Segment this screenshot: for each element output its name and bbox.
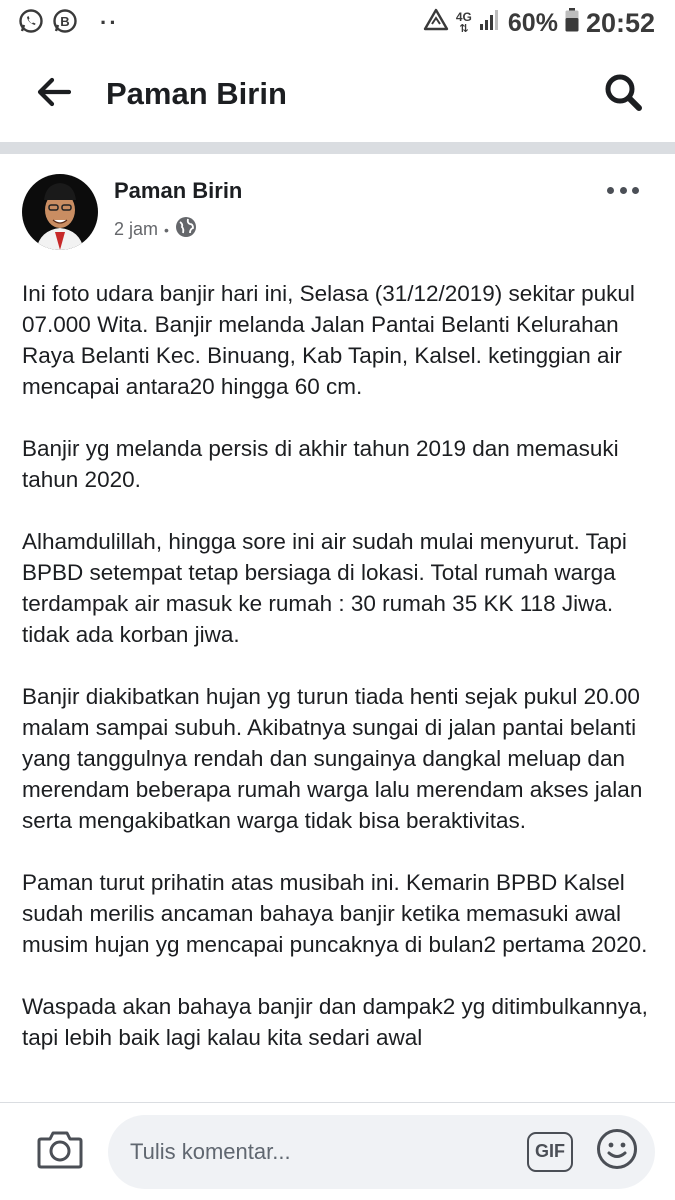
emoji-icon (596, 1128, 638, 1175)
emoji-button[interactable] (595, 1130, 639, 1174)
post-paragraph: Paman turut prihatin atas musibah ini. Kemarin BPBD Kalsel sudah merilis ancaman bahaya banjir ketika memasuki awal musim hujan yg mencapai puncaknya di bulan2 pertama 2020. (22, 870, 648, 957)
data-saver-icon (423, 8, 449, 39)
bbm-icon (52, 8, 78, 39)
post-paragraph: Waspada akan bahaya banjir dan dampak2 yg ditimbulkannya, tapi lebih baik lagi kalau kita sedari awal (22, 994, 648, 1050)
more-dot (607, 187, 614, 194)
post-header (0, 154, 675, 258)
search-button[interactable] (599, 70, 647, 118)
status-bar-right (423, 8, 655, 39)
more-dot (632, 187, 639, 194)
network-arrows-icon: ⇅ (459, 23, 469, 35)
camera-button[interactable] (36, 1128, 84, 1176)
comment-input-container[interactable] (108, 1115, 655, 1189)
more-options-button[interactable] (607, 182, 639, 198)
author-block (114, 174, 242, 258)
network-type (456, 11, 472, 35)
battery-icon (565, 8, 579, 39)
status-bar (0, 0, 675, 46)
camera-icon (37, 1129, 83, 1174)
battery-percent: 60% (507, 8, 558, 37)
gif-icon[interactable]: GIF (527, 1132, 573, 1172)
comment-bar (0, 1102, 675, 1200)
search-icon (603, 72, 643, 117)
avatar-image (22, 174, 98, 250)
signal-icon (479, 8, 501, 39)
svg-text:B: B (60, 13, 70, 29)
post-meta (114, 216, 242, 243)
post-time[interactable]: 2 jam (114, 219, 159, 239)
whatsapp-icon (18, 8, 44, 39)
avatar[interactable] (22, 174, 98, 250)
clock: 20:52 (585, 7, 655, 38)
app-bar (0, 46, 675, 142)
post-paragraph: Alhamdulillah, hingga sore ini air sudah mulai menyurut. Tapi BPBD setempat tetap bersiaga di lokasi. Total rumah warga terdampak air masuk ke rumah : 30 rumah 35 KK 118 Jiwa. tidak ada korban jiwa. (22, 529, 627, 647)
meta-separator: • (164, 221, 169, 238)
status-bar-left (18, 8, 119, 39)
author-name[interactable]: Paman Birin (114, 178, 243, 203)
globe-icon (175, 216, 197, 243)
post-body (0, 258, 675, 1053)
back-arrow-icon (37, 77, 71, 112)
page-title: Paman Birin (106, 76, 287, 111)
post (0, 154, 675, 1102)
header-divider (0, 142, 675, 154)
back-button[interactable] (34, 74, 74, 114)
post-paragraph: Ini foto udara banjir hari ini, Selasa (31/12/2019) sekitar pukul 07.000 Wita. Banjir melanda Jalan Pantai Belanti Kelurahan Raya Belanti Kec. Binuang, Kab Tapin, Kalsel. ketinggian air mencapai antara20 hingga 60 cm. (22, 281, 635, 399)
network-label: 4G (455, 10, 472, 24)
post-paragraph: Banjir yg melanda persis di akhir tahun 2019 dan memasuki tahun 2020. (22, 436, 619, 492)
notification-dots: ·· (100, 10, 119, 35)
comment-input[interactable] (130, 1139, 527, 1165)
post-paragraph: Banjir diakibatkan hujan yg turun tiada henti sejak pukul 20.00 malam sampai subuh. Akibatnya sungai di jalan pantai belanti yang tanggulnya rendah dan sungainya dangkal meluap dan merendam beberapa rumah warga lalu merendam akses jalan serta mengakibatkan warga tidak bisa beraktivitas. (22, 684, 643, 833)
more-dot (620, 187, 627, 194)
